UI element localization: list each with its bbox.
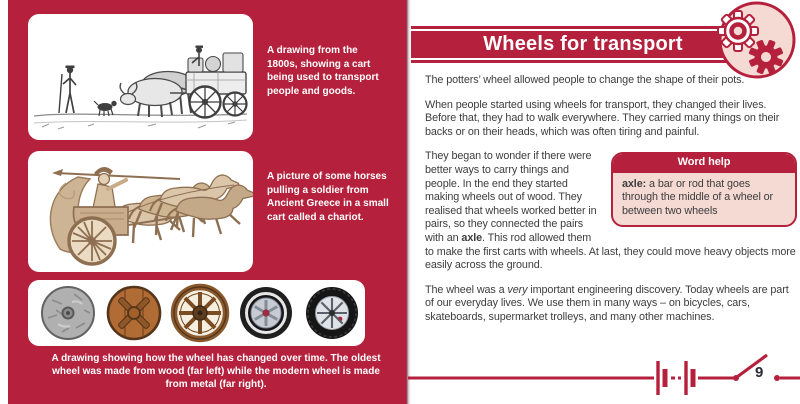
paragraph-axle-text-after: . This rod allowed them to make the first carts with wheels. At last, they could move heavy objects more easily across the ground. <box>425 231 796 272</box>
p4-text: The wheel was a <box>425 283 508 296</box>
paragraph-wheels-changed-lives: When people started using wheels for transport, they changed their lives. Before that, they had to walk everywhere. They carried many things on their backs or on their heads, which was often tiring and painful. <box>425 98 780 138</box>
five-wheels-illustration <box>28 280 365 346</box>
caption-wheel-evolution: A drawing showing how the wheel has changed over time. The oldest wheel was made from wood (far left) while the modern wheel is made from metal (far right). <box>51 353 381 390</box>
ancient-greek-chariot-picture <box>28 151 253 272</box>
paragraph-axle-text: They began to wonder if there were better ways to carry things and people. In the end they started making wheels out of wood. They realised that wheels worked better in pairs, so they connected the pairs with an <box>425 150 597 244</box>
chapter-title-banner <box>411 26 755 63</box>
axle-bold-word: axle <box>461 231 483 244</box>
spoked-wood-wheel <box>174 287 226 339</box>
circuit-decoration <box>408 348 800 404</box>
word-help-term: axle: <box>622 177 647 190</box>
word-help-definition <box>613 173 795 226</box>
wheel-evolution-drawing <box>28 280 365 346</box>
chapter-title-banner-inner <box>411 29 755 60</box>
modern-alloy-wheel <box>306 287 358 339</box>
paragraph-potters-wheel: The potters’ wheel allowed people to change the shape of their pots. <box>425 74 745 86</box>
caption-chariot: A picture of some horses pulling a soldier from Ancient Greece in a small cart called a chariot. <box>267 171 389 223</box>
word-help-title: Word help <box>613 154 795 173</box>
paragraph-engineering-discovery <box>425 284 797 325</box>
page-number: 9 <box>755 364 764 381</box>
whitewall-tyre-wheel <box>240 287 292 339</box>
paragraph-axle <box>425 150 797 272</box>
page-title: Wheels for transport <box>483 33 683 55</box>
chariot-illustration <box>28 151 253 272</box>
gears-icon <box>712 0 800 84</box>
word-help-box <box>611 152 797 227</box>
stone-wheel <box>42 287 94 339</box>
white-gear-icon <box>718 11 758 51</box>
p4-text-after: important engineering discovery. Today wheels are part of our everyday lives. We use them in many ways – on bicycles, cars, skateboards, supermarket trolleys, and many other machines. <box>425 283 789 323</box>
cart-engraving-illustration <box>28 14 253 140</box>
body-text-column <box>425 74 797 336</box>
left-red-panel <box>8 0 406 404</box>
caption-cart-1800s: A drawing from the 1800s, showing a cart being used to transport people and goods. <box>267 45 379 97</box>
very-italic-word: very <box>507 283 528 296</box>
word-help-definition-text: a bar or rod that goes through the middle of a wheel or between two wheels <box>622 177 774 217</box>
cart-1800s-drawing <box>28 14 253 140</box>
solid-wood-wheel <box>108 287 160 339</box>
